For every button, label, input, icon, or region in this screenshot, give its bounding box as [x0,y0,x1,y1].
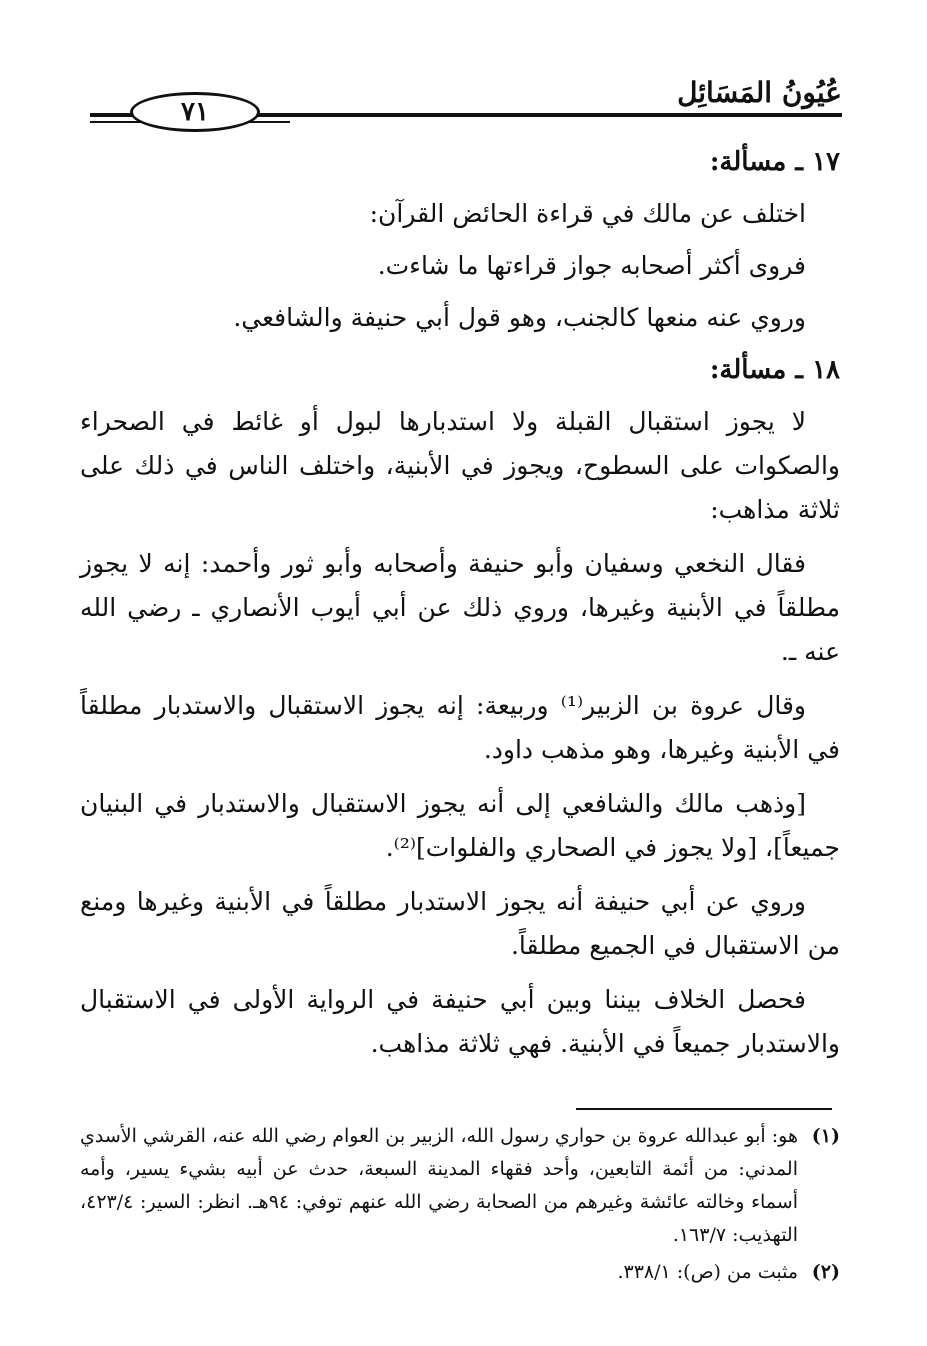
footnote-marker: (٢) [811,1261,840,1283]
paragraph-1: اختلف عن مالك في قراءة الحائض القرآن: [369,199,806,228]
page-header [90,72,842,132]
section-heading-17: ١٧ ـ مسألة: [709,147,840,177]
paragraph-7: [وذهب مالك والشافعي إلى أنه يجوز الاستقبال والاستدبار في البنيان جميعاً]، [ولا يجوز في الصحاري والفلوات]⁽²⁾. [80,789,840,862]
paragraph-3: وروي عنه منعها كالجنب، وهو قول أبي حنيفة والشافعي. [233,303,806,332]
footnote-marker: (١) [811,1125,840,1147]
paragraph-5: فقال النخعي وسفيان وأبو حنيفة وأصحابه وأبو ثور وأحمد: إنه لا يجوز مطلقاً في الأبنية وغيرها، وروي ذلك عن أبي أيوب الأنصاري ـ رضي الله عنه ـ. [80,549,840,666]
page-number: ٧١ [130,92,260,132]
footnote-text: هو: أبو عبدالله عروة بن حواري رسول الله، الزبير بن العوام رضي الله عنه، القرشي الأسدي المدني: من أئمة التابعين، وأحد فقهاء المدينة السبعة، حدث عن أبيه بشيء يسير، وأمه أسماء وخالته عائشة وغيرهم من الصحابة رضي الله عنهم توفي: ٩٤هـ. انظر: السير: ٤٢٣/٤، التهذيب: ١٦٣/٧. [80,1125,798,1246]
main-text [80,140,840,1076]
paragraph-9: فحصل الخلاف بيننا وبين أبي حنيفة في الرواية الأولى في الاستقبال والاستدبار جميعاً في الأبنية. فهي ثلاثة مذاهب. [80,985,840,1058]
footnote-text: مثبت من (ص): ٣٣٨/١. [617,1261,798,1283]
paragraph-6: وقال عروة بن الزبير⁽¹⁾ وربيعة: إنه يجوز الاستقبال والاستدبار مطلقاً في الأبنية وغيرها، وهو مذهب داود. [80,691,840,764]
paragraph-2: فروى أكثر أصحابه جواز قراءتها ما شاءت. [377,251,806,280]
footnote-1 [80,1120,840,1252]
paragraph-8: وروي عن أبي حنيفة أنه يجوز الاستدبار مطلقاً في الأبنية وغيرها ومنع من الاستقبال في الجميع مطلقاً. [80,887,840,960]
paragraph-4: لا يجوز استقبال القبلة ولا استدبارها لبول أو غائط في الصحراء والصكوات على السطوح، ويجوز في الأبنية، واختلف الناس في ذلك على ثلاثة مذاهب: [80,407,840,524]
footnotes [80,1120,840,1293]
section-heading-18: ١٨ ـ مسألة: [709,355,840,385]
footnote-2 [80,1256,840,1289]
footnote-separator [576,1108,832,1110]
book-title: عُيُونُ المَسَائِل [677,76,842,109]
